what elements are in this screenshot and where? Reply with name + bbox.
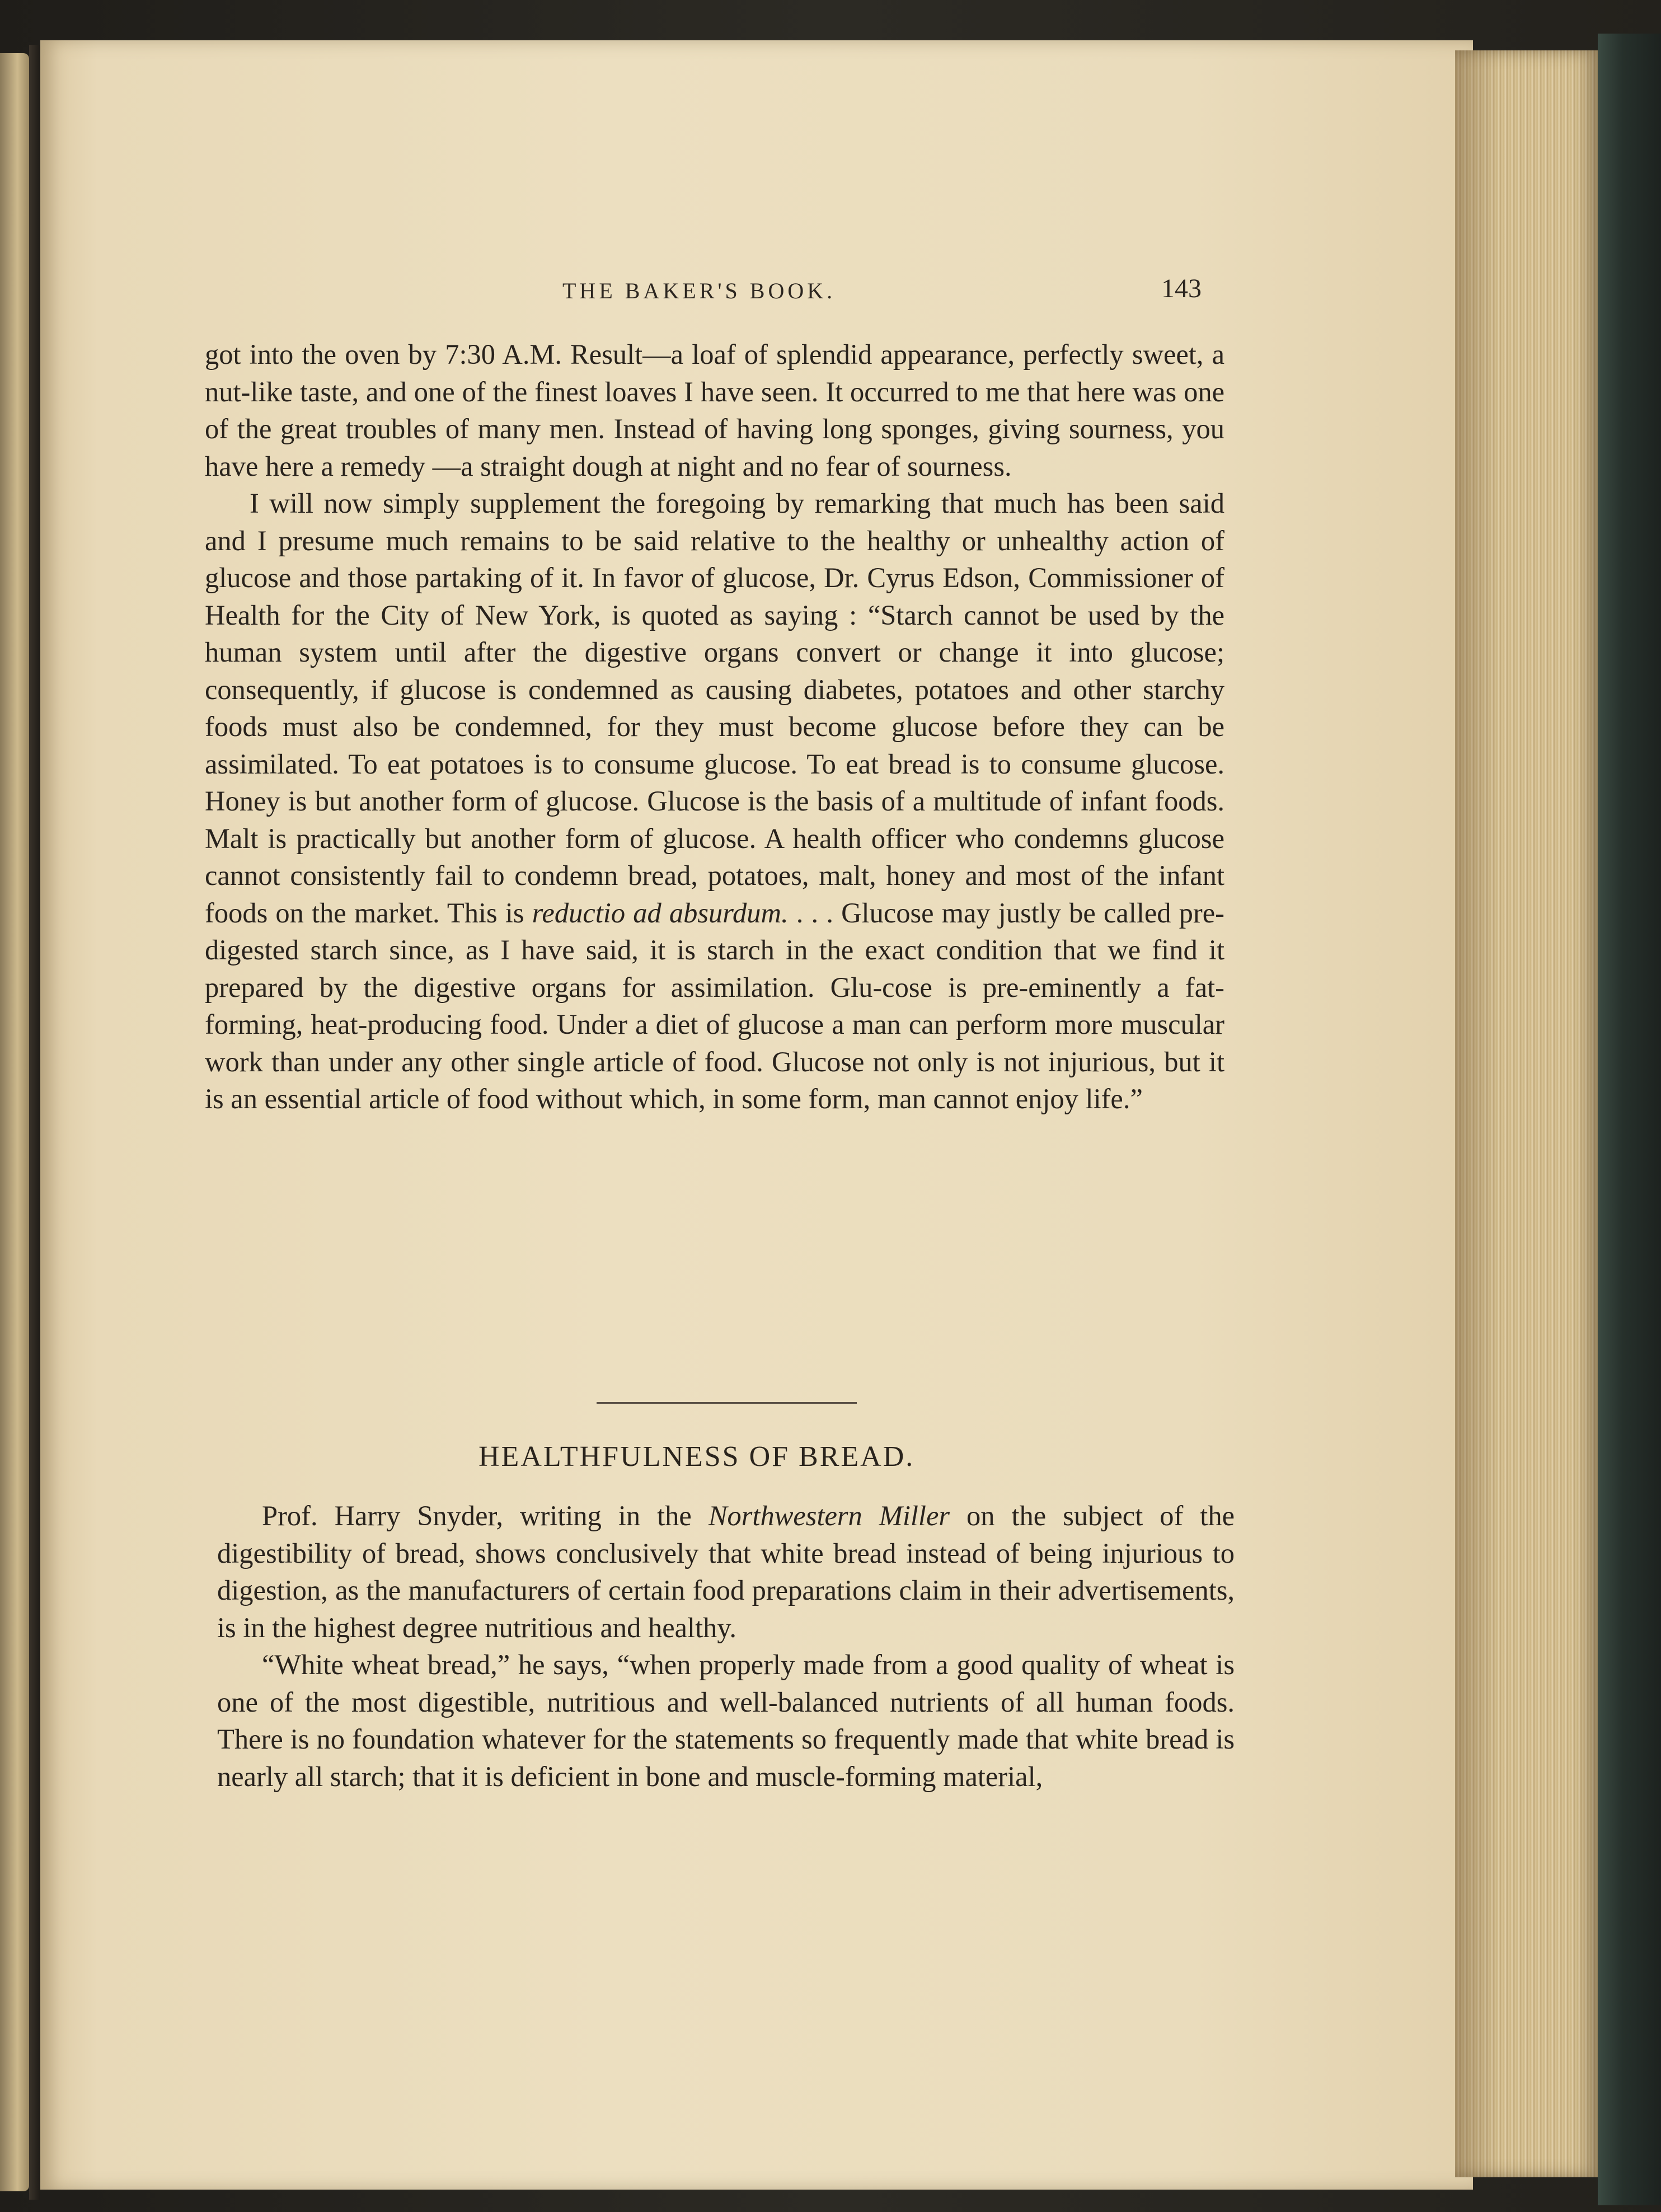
- paragraph: [205, 336, 1224, 485]
- paragraph-text: got into the oven by 7:30 A.M. Result—a loaf of splendid appearance, perfectly sweet, a nut-like taste, and one of the finest loaves I have seen. It occurred to me that here was one of the great troubles of many men. Instead of having long sponges, giving sourness, you have here a remedy —a straight dough at night and no fear of sourness.: [205, 339, 1224, 482]
- paragraph: [217, 1646, 1235, 1795]
- page-header: [0, 273, 1661, 318]
- section-title-text: HEALTHFULNESS OF BREAD.: [478, 1441, 915, 1473]
- body-text: [205, 336, 1224, 1118]
- paragraph: [217, 1497, 1235, 1646]
- paragraph-text: Prof. Harry Snyder, writing in the: [262, 1500, 708, 1531]
- book-binding: [1598, 34, 1661, 2205]
- running-head: THE BAKER'S BOOK.: [562, 278, 836, 303]
- paragraph-text: on the subject of the digestibility of bread, shows conclusively that white bread instead of being injurious to digestion, as the manufacturers of certain food preparations claim in their advertisements, is in the highest degree nutritious and healthy.: [217, 1500, 1235, 1643]
- page-number: 143: [1161, 274, 1202, 303]
- italic-text: reductio ad absurdum.: [532, 897, 789, 929]
- section-text: [217, 1497, 1235, 1795]
- book-gutter: [29, 45, 40, 2200]
- paragraph-text: “White wheat bread,” he says, “when properly made from a good quality of wheat is one of the most digestible, nutritious and well-balanced nutrients of all human foods. There is no foundation whatever for the statements so frequently made that white bread is nearly all starch; that it is deficient in bone and muscle-forming material,: [217, 1649, 1235, 1792]
- page-edges-shadow: [1455, 50, 1500, 2177]
- paragraph-text: I will now simply supplement the foregoing by remarking that much has been said and I presume much remains to be said relative to the healthy or unhealthy action of glucose and those partaking of it. In favor of glucose, Dr. Cyrus Edson, Commissioner of Health for the City of New York, is quoted as saying : “Starch cannot be used by the human system until after the digestive organs convert or change it into glucose; consequently, if glucose is condemned as causing diabetes, potatoes and other starchy foods must also be condemned, for they must become glucose before they can be assimilated. To eat potatoes is to consume glucose. To eat bread is to consume glucose. Honey is but another form of glucose. Glucose is the basis of a multitude of infant foods. Malt is practically but another form of glucose. A health officer who condemns glucose cannot consistently fail to condemn bread, potatoes, malt, honey and most of the infant foods on the market. This is: [205, 488, 1224, 929]
- paragraph: [205, 485, 1224, 1118]
- section-divider: [597, 1402, 857, 1404]
- paragraph-text: . . . Glucose may justly be called pre-digested starch since, as I have said, it is starch in the exact condition that we find it prepared by the digestive organs for assimilation. Glu-cose is pre-eminently a fat-forming, heat-producing food. Under a diet of glucose a man can perform more muscular work than under any other single article of food. Glucose not only is not injurious, but it is an essential article of food without which, in some form, man cannot enjoy life.”: [205, 897, 1224, 1114]
- left-page-edge: [0, 53, 29, 2191]
- italic-text: Northwestern Miller: [708, 1500, 950, 1531]
